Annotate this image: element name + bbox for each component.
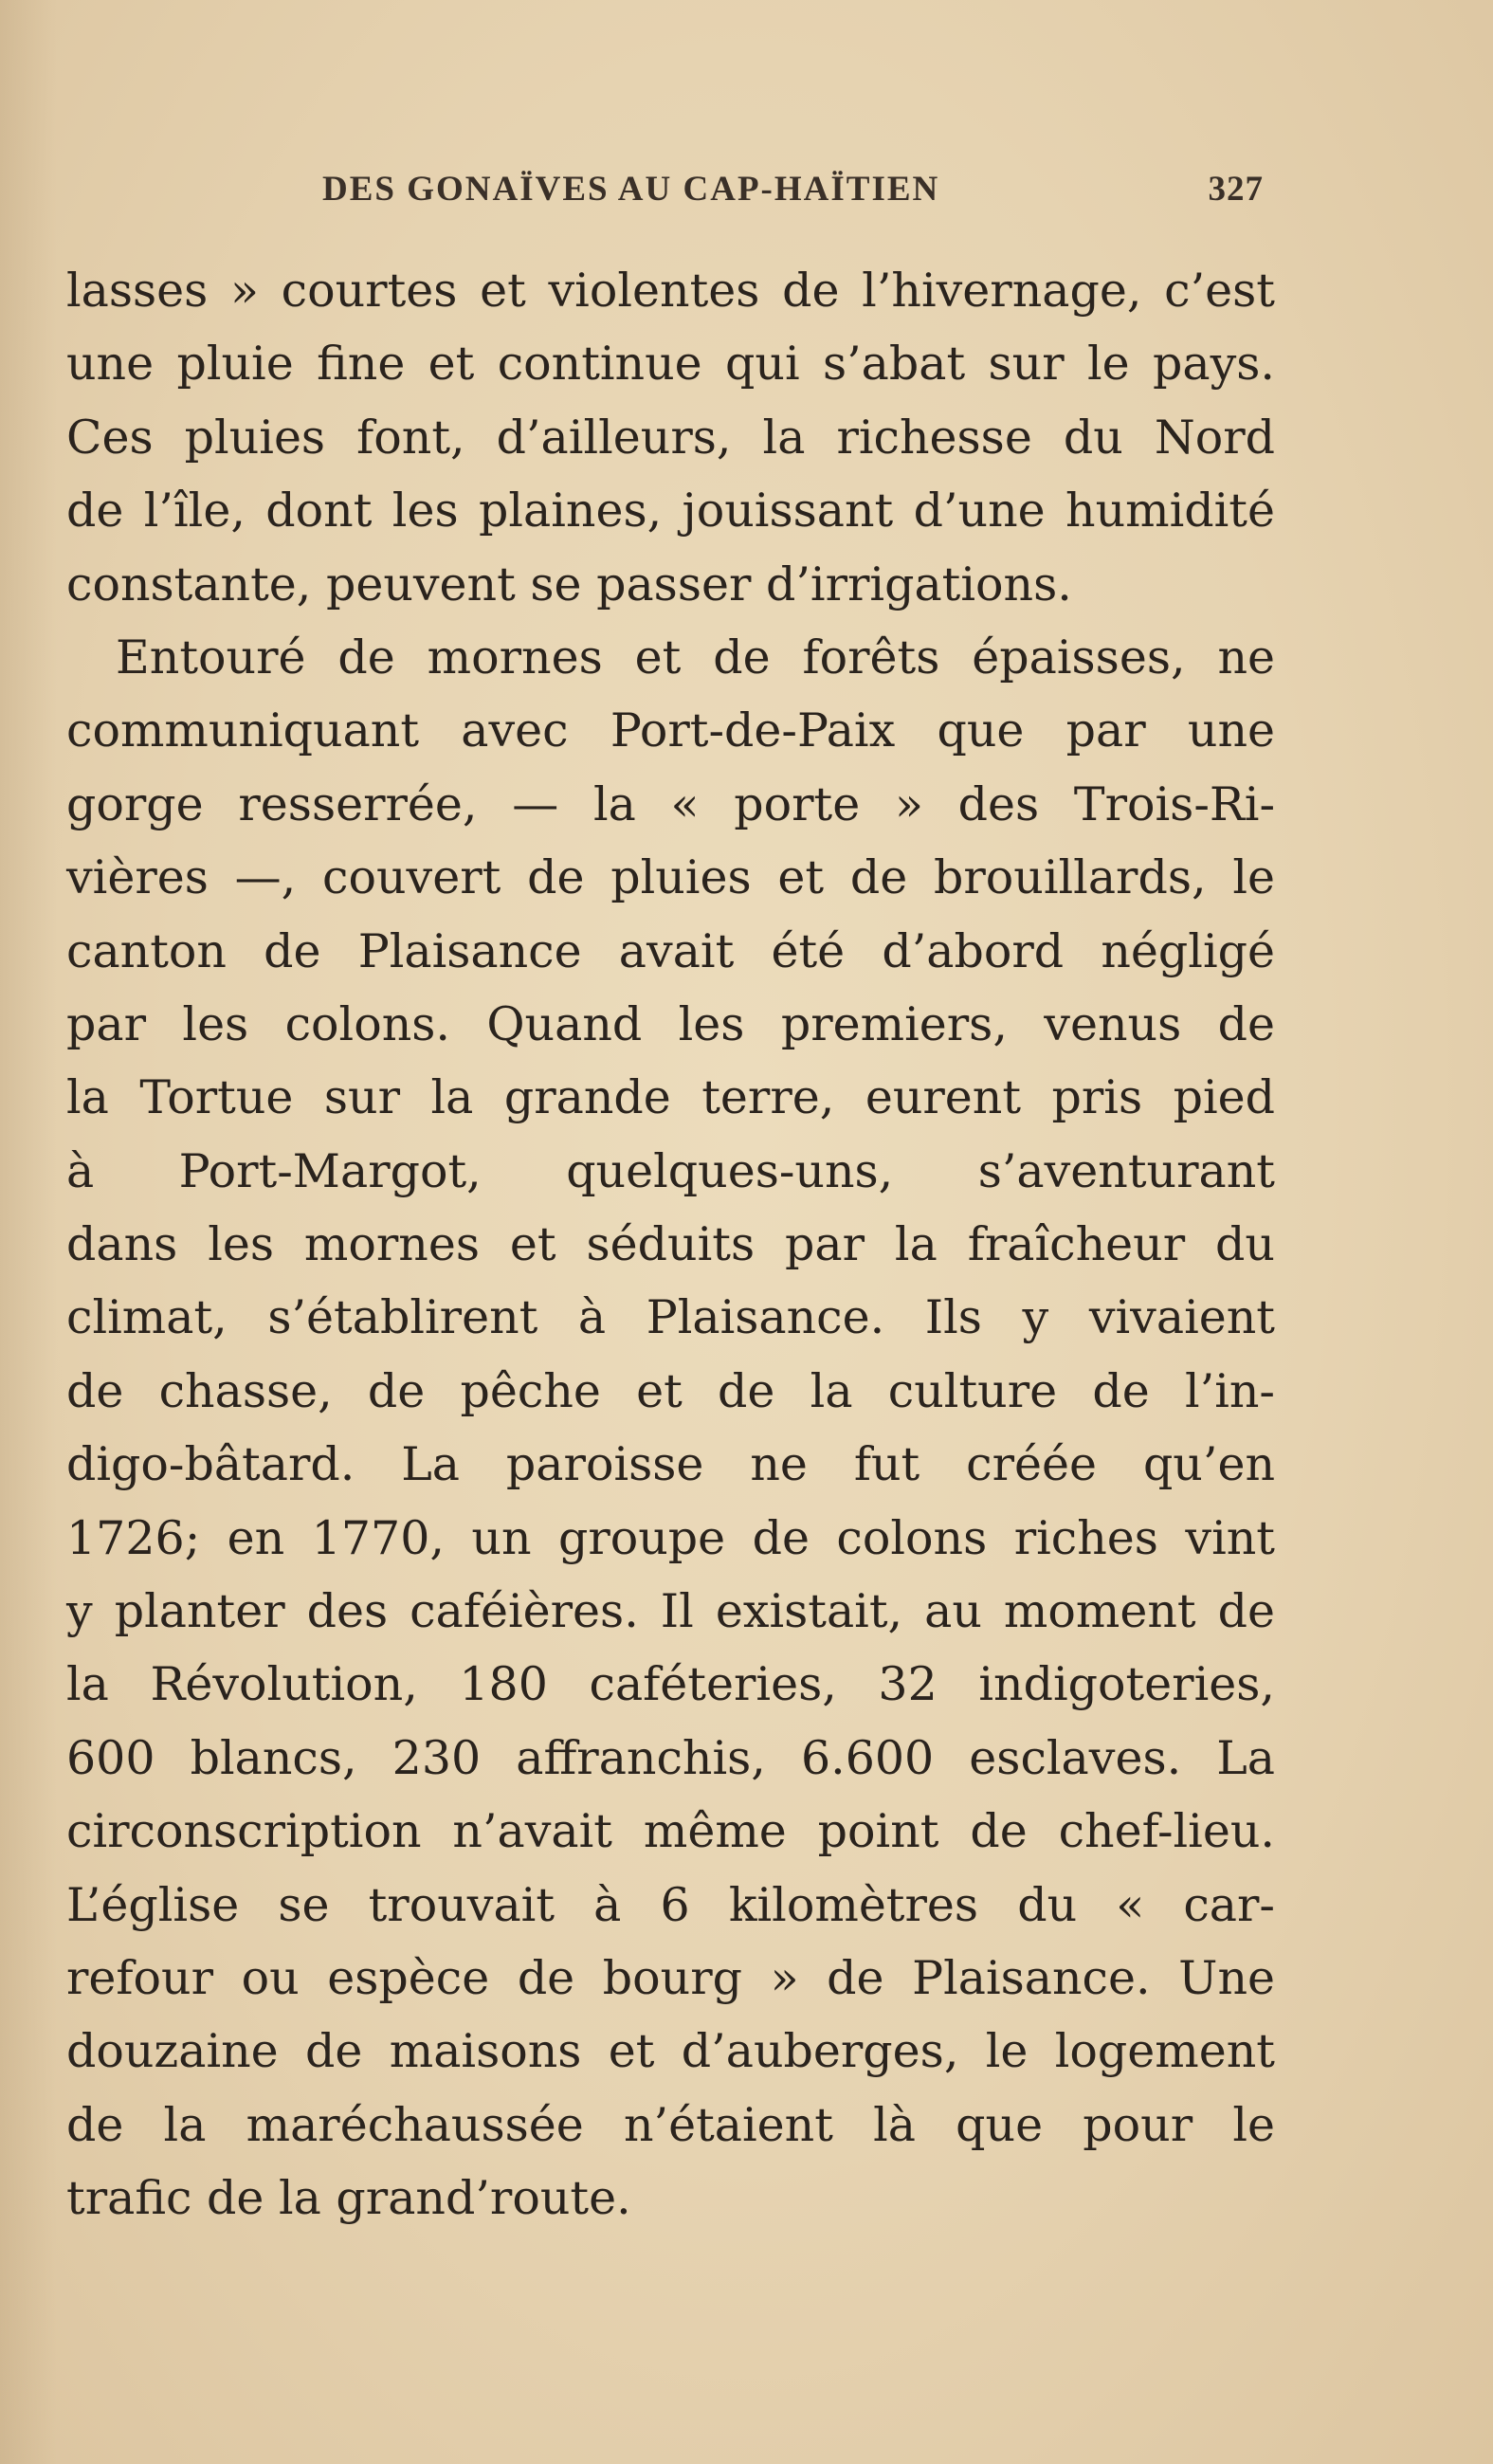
text-line: refour ou espèce de bourg » de Plaisance. Une (66, 1950, 1275, 2005)
text-line: de la maréchaussée n’étaient là que pour le (66, 2097, 1275, 2152)
text-line: climat, s’établirent à Plaisance. Ils y vivaient (66, 1290, 1275, 1345)
text-line: la Révolution, 180 caféteries, 32 indigoteries, (66, 1657, 1275, 1712)
text-line: trafic de la grand’route. (66, 2171, 631, 2226)
text-line: 600 blancs, 230 affranchis, 6.600 esclaves. La (66, 1730, 1275, 1785)
running-title: DES GONAÏVES AU CAP-HAÏTIEN (322, 170, 940, 209)
text-line: y planter des caféières. Il existait, au moment de (66, 1584, 1275, 1639)
text-line: digo-bâtard. La paroisse ne fut créée qu’en (66, 1437, 1275, 1492)
text-line: lasses » courtes et violentes de l’hivernage, c’est (66, 264, 1275, 318)
text-line: gorge resserrée, — la « porte » des Trois-Ri- (66, 776, 1275, 831)
body-text (66, 254, 1275, 2236)
text-line: L’église se trouvait à 6 kilomètres du « car- (66, 1877, 1275, 1932)
text-line: dans les mornes et séduits par la fraîcheur du (66, 1217, 1275, 1272)
text-line: Entouré de mornes et de forêts épaisses, ne (116, 630, 1275, 684)
text-line: douzaine de maisons et d’auberges, le logement (66, 2024, 1275, 2079)
text-line: une pluie fine et continue qui s’abat sur le pays. (66, 337, 1275, 392)
text-line: par les colons. Quand les premiers, venus de (66, 996, 1275, 1051)
text-line: à Port-Margot, quelques-uns, s’aventurant (66, 1143, 1275, 1198)
text-line: la Tortue sur la grande terre, eurent pris pied (66, 1070, 1275, 1125)
text-line: circonscription n’avait même point de chef-lieu. (66, 1804, 1275, 1859)
text-line: canton de Plaisance avait été d’abord négligé (66, 923, 1275, 978)
text-line: 1726; en 1770, un groupe de colons riches vint (66, 1510, 1275, 1565)
text-line: vières —, couvert de pluies et de brouillards, le (66, 850, 1275, 905)
text-line: communiquant avec Port-de-Paix que par une (66, 703, 1275, 758)
running-head (66, 169, 1275, 216)
text-line: de chasse, de pêche et de la culture de l’in- (66, 1363, 1275, 1418)
text-line: de l’île, dont les plaines, jouissant d’une humidité (66, 484, 1275, 538)
text-line: Ces pluies font, d’ailleurs, la richesse du Nord (66, 410, 1275, 465)
page-number: 327 (1208, 170, 1264, 209)
text-line: constante, peuvent se passer d’irrigations. (66, 557, 1072, 611)
